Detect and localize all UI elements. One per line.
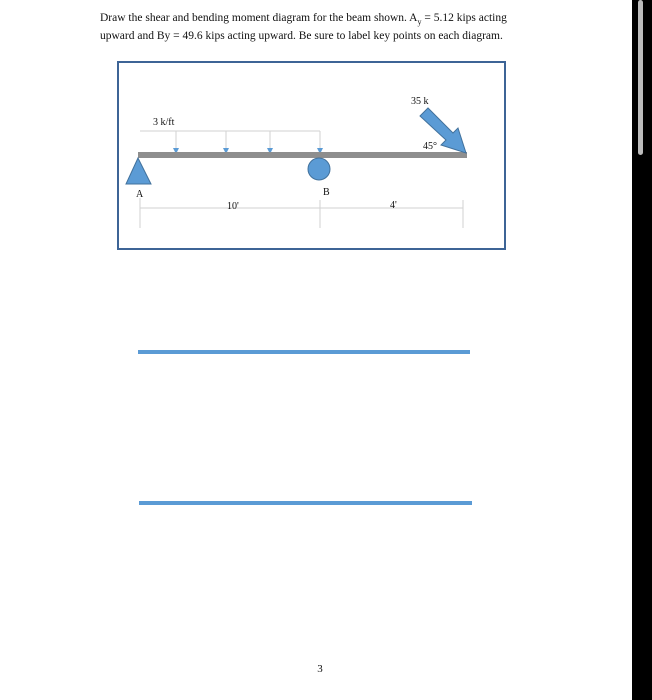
beam <box>138 152 467 158</box>
moment-diagram-axis <box>139 501 472 505</box>
shear-diagram-axis <box>138 350 470 354</box>
problem-line-1-start: Draw the shear and bending moment diagram for the beam shown. A <box>100 12 418 24</box>
problem-line-1-end: = 5.12 kips acting <box>421 12 507 24</box>
dimension-b-end-label: 4' <box>390 200 397 211</box>
roller-support-b <box>308 158 330 180</box>
point-load-label: 35 k <box>411 96 429 107</box>
angle-label: 45° <box>423 141 437 152</box>
vertical-scrollbar[interactable] <box>632 0 652 700</box>
distributed-load-label: 3 k/ft <box>153 117 175 128</box>
support-b-label: B <box>323 187 330 198</box>
problem-line-2: upward and By = 49.6 kips acting upward. Be sure to label key points on each diagram. <box>100 30 503 43</box>
subscript-y: y <box>417 17 422 27</box>
support-a-label: A <box>136 189 144 200</box>
dimension-ab-label: 10' <box>227 201 239 212</box>
page-number: 3 <box>317 663 323 675</box>
scrollbar-thumb[interactable] <box>638 0 643 155</box>
